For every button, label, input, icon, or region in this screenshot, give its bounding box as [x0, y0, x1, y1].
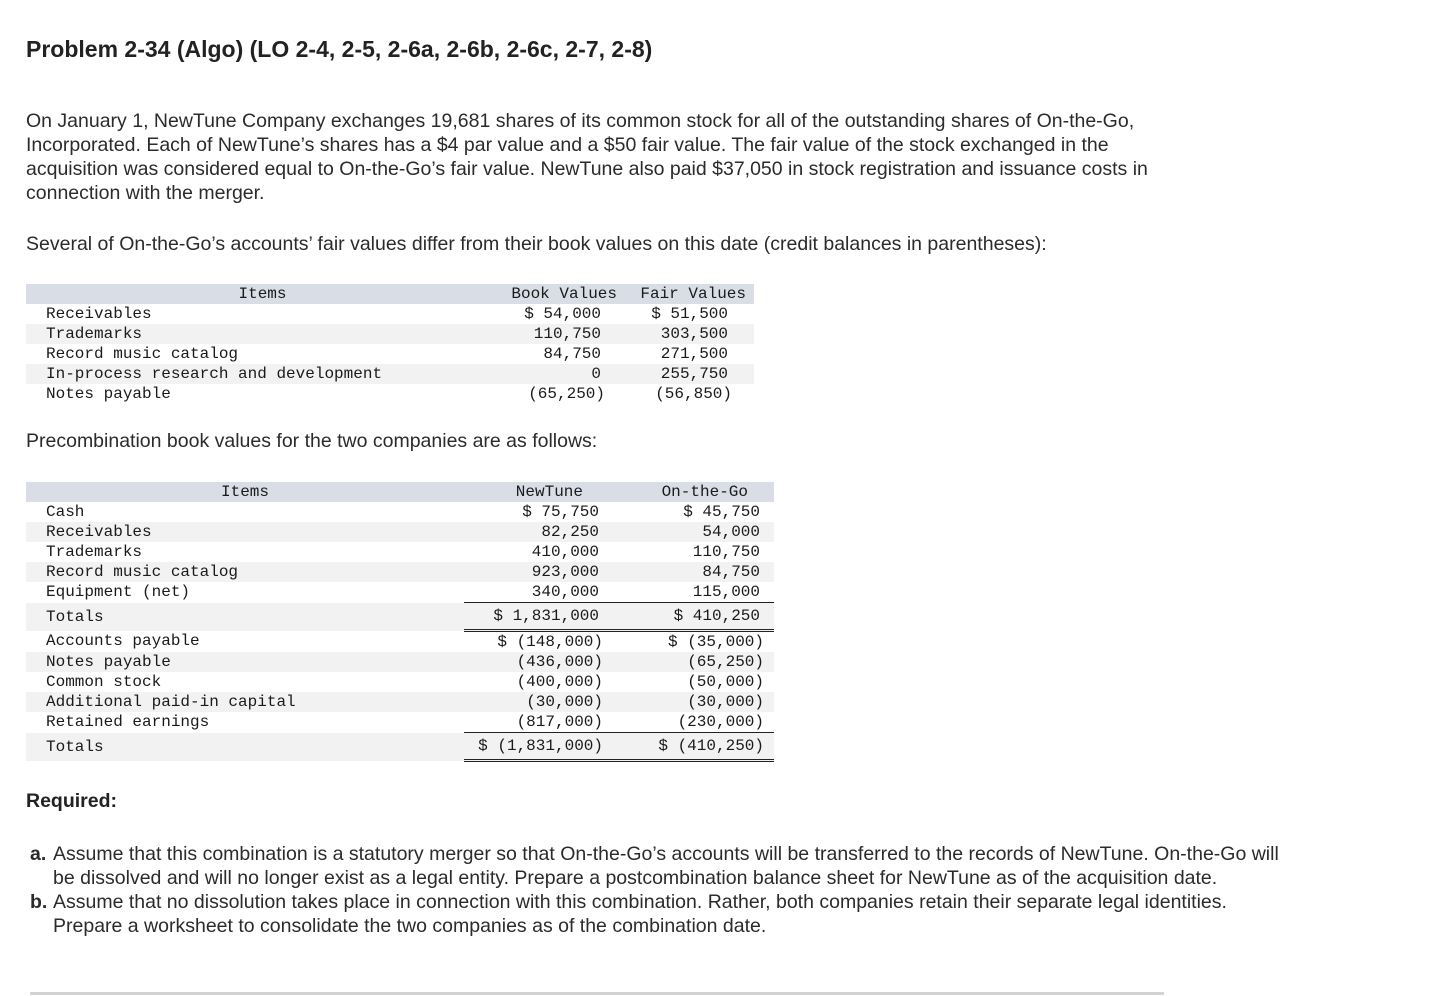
item-cell: Retained earnings — [46, 713, 210, 732]
precombination-intro: Precombination book values for the two companies are as follows: — [26, 430, 598, 452]
table-row — [26, 631, 774, 653]
newtune-cell: 82,250 — [464, 522, 619, 542]
book-value-cell: 0 — [499, 364, 629, 384]
bottom-divider — [30, 992, 1164, 995]
table-row — [26, 384, 754, 404]
newtune-cell: (817,000) — [516, 713, 603, 731]
on-the-go-cell: $ (35,000) — [667, 633, 764, 651]
on-the-go-cell: (230,000) — [677, 713, 764, 731]
item-cell: Record music catalog — [26, 562, 464, 582]
header-fair-values: Fair Values — [629, 284, 754, 304]
header-book-values: Book Values — [499, 284, 629, 304]
newtune-cell: (436,000) — [464, 652, 619, 672]
table-row — [26, 712, 774, 733]
required-list — [30, 842, 1290, 938]
list-item — [30, 842, 1290, 890]
header-newtune: NewTune — [464, 482, 619, 502]
newtune-cell: $ (148,000) — [497, 633, 603, 651]
newtune-cell: 340,000 — [531, 583, 599, 601]
book-value-table — [26, 482, 774, 762]
item-cell: Equipment (net) — [46, 583, 191, 602]
required-label: Required: — [26, 790, 118, 812]
item-cell: Accounts payable — [46, 632, 200, 651]
on-the-go-cell: $ 45,750 — [683, 503, 760, 521]
on-the-go-cell: (65,250) — [619, 652, 774, 672]
newtune-cell: $ 75,750 — [522, 503, 599, 521]
table-row — [26, 582, 774, 603]
table-row — [26, 672, 774, 692]
book-value-cell: (65,250) — [528, 385, 605, 403]
fair-value-cell: (56,850) — [655, 385, 732, 403]
table-row — [26, 562, 774, 582]
intro-line: On January 1, NewTune Company exchanges 19,681 shares of its common stock for all of the outstanding shares of On-the-Go, — [26, 110, 1135, 132]
fair-value-intro: Several of On-the-Go’s accounts’ fair values differ from their book values on this date (credit balances in parentheses): — [26, 233, 1047, 255]
on-the-go-cell: (30,000) — [619, 692, 774, 712]
fair-value-cell: 303,500 — [629, 324, 754, 344]
intro-line: connection with the merger. — [26, 182, 265, 204]
item-cell: Additional paid-in capital — [26, 692, 464, 712]
item-cell: Cash — [46, 503, 85, 521]
fair-value-cell: 271,500 — [660, 345, 728, 363]
item-text: Assume that this combination is a statutory merger so that On-the-Go’s accounts will be transferred to the records of NewTune. On-the-Go will be dissolved and will no longer exist as a legal entity. Prepare a postcombination balance sheet for NewTune as of the acquisition date. — [53, 843, 1279, 889]
item-text: Assume that no dissolution takes place in connection with this combination. Rather, both companies retain their separate legal identities. Prepare a worksheet to consolidate the two companies as of the combination date. — [53, 891, 1227, 937]
table-row — [26, 502, 774, 522]
item-cell: Receivables — [26, 522, 464, 542]
newtune-cell: (30,000) — [464, 692, 619, 712]
on-the-go-total-cell: $ (410,250) — [619, 733, 774, 761]
totals-row — [26, 603, 774, 631]
table-row — [26, 692, 774, 712]
table-row — [26, 324, 754, 344]
item-cell: Totals — [26, 733, 464, 761]
item-cell: Trademarks — [46, 543, 143, 561]
item-cell: In-process research and development — [26, 364, 499, 384]
table-row — [26, 344, 754, 364]
newtune-cell: 410,000 — [531, 543, 599, 561]
header-items: Items — [26, 482, 464, 502]
item-cell: Receivables — [46, 305, 152, 323]
fair-value-table — [26, 284, 754, 404]
book-value-cell: $ 54,000 — [524, 305, 601, 323]
on-the-go-total-cell: $ 410,250 — [619, 603, 774, 631]
item-marker: b. — [30, 891, 48, 913]
item-cell: Common stock — [46, 673, 162, 691]
table-row — [26, 364, 754, 384]
item-cell: Trademarks — [26, 324, 499, 344]
table-header-row — [26, 284, 754, 304]
item-marker: a. — [30, 843, 47, 865]
table-row — [26, 542, 774, 562]
item-cell: Notes payable — [46, 385, 171, 403]
on-the-go-cell: 54,000 — [619, 522, 774, 542]
fair-value-cell: $ 51,500 — [651, 305, 728, 323]
item-cell: Notes payable — [26, 652, 464, 672]
header-on-the-go: On-the-Go — [619, 482, 774, 502]
newtune-cell: (400,000) — [516, 673, 603, 691]
problem-title: Problem 2-34 (Algo) (LO 2-4, 2-5, 2-6a, 2-6b, 2-6c, 2-7, 2-8) — [26, 36, 653, 62]
on-the-go-cell: 84,750 — [619, 562, 774, 582]
newtune-total-cell: $ (1,831,000) — [464, 733, 619, 761]
totals-row — [26, 733, 774, 761]
book-value-cell: 110,750 — [499, 324, 629, 344]
list-item — [30, 890, 1290, 938]
table-header-row — [26, 482, 774, 502]
intro-line: acquisition was considered equal to On-the-Go’s fair value. NewTune also paid $37,050 in stock registration and issuance costs in — [26, 158, 1148, 180]
on-the-go-cell: (50,000) — [687, 673, 764, 691]
table-row — [26, 652, 774, 672]
on-the-go-cell: 110,750 — [692, 543, 760, 561]
table-row — [26, 522, 774, 542]
on-the-go-cell: 115,000 — [692, 583, 760, 601]
intro-line: Incorporated. Each of NewTune’s shares has a $4 par value and a $50 fair value. The fair value of the stock exchanged in the — [26, 134, 1109, 156]
item-cell: Record music catalog — [46, 345, 239, 363]
fair-value-cell: 255,750 — [629, 364, 754, 384]
book-value-cell: 84,750 — [543, 345, 601, 363]
newtune-cell: 923,000 — [464, 562, 619, 582]
table-row — [26, 304, 754, 324]
newtune-total-cell: $ 1,831,000 — [464, 603, 619, 631]
intro-paragraph — [26, 109, 1148, 205]
item-cell: Totals — [26, 603, 464, 631]
header-items: Items — [26, 284, 499, 304]
